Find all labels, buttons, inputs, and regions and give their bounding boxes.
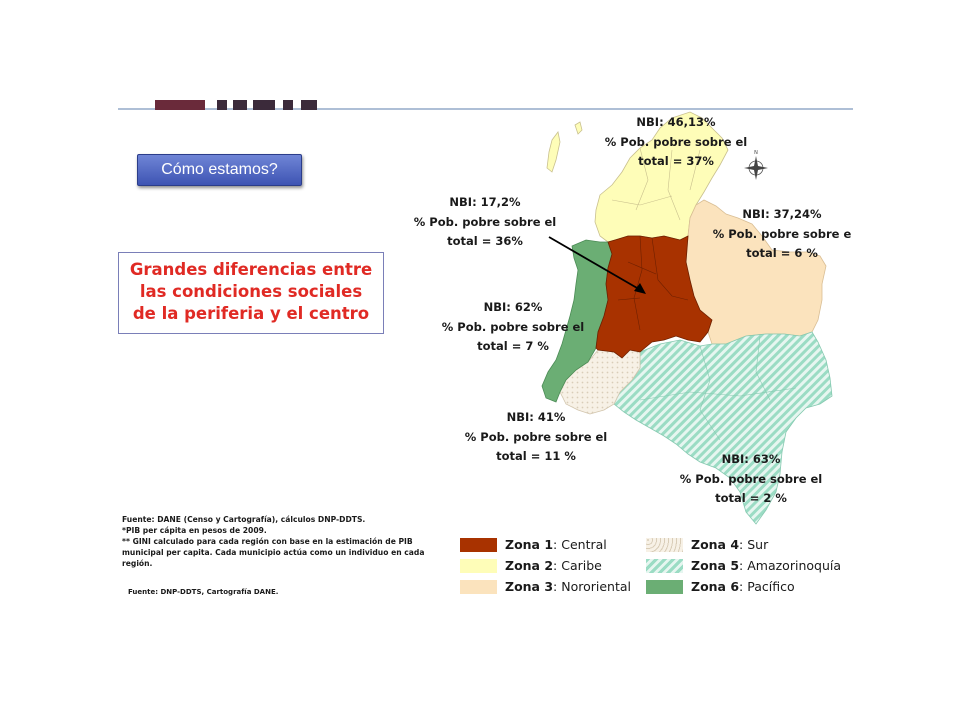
legend-swatch-pacifico (646, 580, 683, 594)
legend-swatch-amazorinoquia (646, 559, 683, 573)
como-estamos-button[interactable]: Cómo estamos? (137, 154, 302, 186)
legend-swatch-central (460, 538, 497, 552)
label-caribe-nbi: NBI: 46,13% (636, 115, 716, 129)
label-central-pob: % Pob. pobre sobre el (413, 214, 557, 229)
label-nororiental-pob: % Pob. pobre sobre e (712, 226, 852, 241)
source-line-3: ** GINI calculado para cada región con base en la estimación de PIB municipal per capita. Cada municipio actúa como un individuo en cada región. (122, 537, 425, 568)
sources-block (122, 514, 452, 569)
legend-item-zona-5 (646, 557, 860, 575)
label-sur-total: total = 11 % (496, 449, 576, 463)
headline-line-2: las condiciones sociales (139, 282, 363, 301)
label-nororiental (708, 205, 856, 264)
legend-name-3: : Nororiental (553, 579, 632, 594)
label-central (407, 193, 563, 252)
label-amazonia-total: total = 2 % (715, 491, 787, 505)
label-caribe-total: total = 37% (638, 154, 714, 168)
label-nororiental-nbi: NBI: 37,24% (742, 207, 822, 221)
legend-item-zona-3 (460, 578, 660, 596)
legend-name-6: : Pacífico (739, 579, 795, 594)
source-line-1: Fuente: DANE (Censo y Cartografía), cálculos DNP-DDTS. (122, 515, 366, 524)
legend-name-5: : Amazorinoquía (739, 558, 841, 573)
legend-zone-5: Zona 5 (691, 558, 740, 573)
legend-zone-1: Zona 1 (505, 537, 554, 552)
label-caribe (598, 113, 754, 172)
legend-zone-6: Zona 6 (691, 579, 740, 594)
legend-item-zona-4 (646, 536, 860, 554)
island-san-andres (547, 132, 560, 172)
legend-name-4: : Sur (739, 537, 769, 552)
label-amazonia-pob: % Pob. pobre sobre el (679, 471, 823, 486)
legend-zone-3: Zona 3 (505, 579, 554, 594)
label-pacifico-pob: % Pob. pobre sobre el (441, 319, 585, 334)
label-sur-pob: % Pob. pobre sobre el (464, 429, 608, 444)
legend-name-2: : Caribe (553, 558, 602, 573)
legend-swatch-caribe (460, 559, 497, 573)
label-pacifico (435, 298, 591, 357)
legend-swatch-sur (646, 538, 683, 552)
map-legend (460, 536, 860, 600)
label-sur (458, 408, 614, 467)
label-nororiental-total: total = 6 % (746, 246, 818, 260)
label-sur-nbi: NBI: 41% (506, 410, 566, 424)
legend-zone-2: Zona 2 (505, 558, 554, 573)
label-amazonia-nbi: NBI: 63% (721, 452, 781, 466)
source-line-2: *PIB per cápita en pesos de 2009. (122, 526, 267, 535)
label-caribe-pob: % Pob. pobre sobre el (604, 134, 748, 149)
island-providencia (575, 122, 582, 134)
label-central-nbi: NBI: 17,2% (449, 195, 521, 209)
label-pacifico-nbi: NBI: 62% (483, 300, 543, 314)
label-amazonia (673, 450, 829, 509)
svg-text:N: N (754, 150, 758, 156)
headline-line-3: de la periferia y el centro (132, 304, 370, 323)
headline-line-1: Grandes diferencias entre (129, 260, 373, 279)
label-central-total: total = 36% (447, 234, 523, 248)
legend-name-1: : Central (553, 537, 607, 552)
label-pacifico-total: total = 7 % (477, 339, 549, 353)
legend-item-zona-2 (460, 557, 660, 575)
legend-item-zona-1 (460, 536, 660, 554)
source-cartografia: Fuente: DNP-DDTS, Cartografía DANE. (128, 588, 279, 596)
legend-swatch-nororiental (460, 580, 497, 594)
legend-item-zona-6 (646, 578, 860, 596)
legend-zone-4: Zona 4 (691, 537, 740, 552)
